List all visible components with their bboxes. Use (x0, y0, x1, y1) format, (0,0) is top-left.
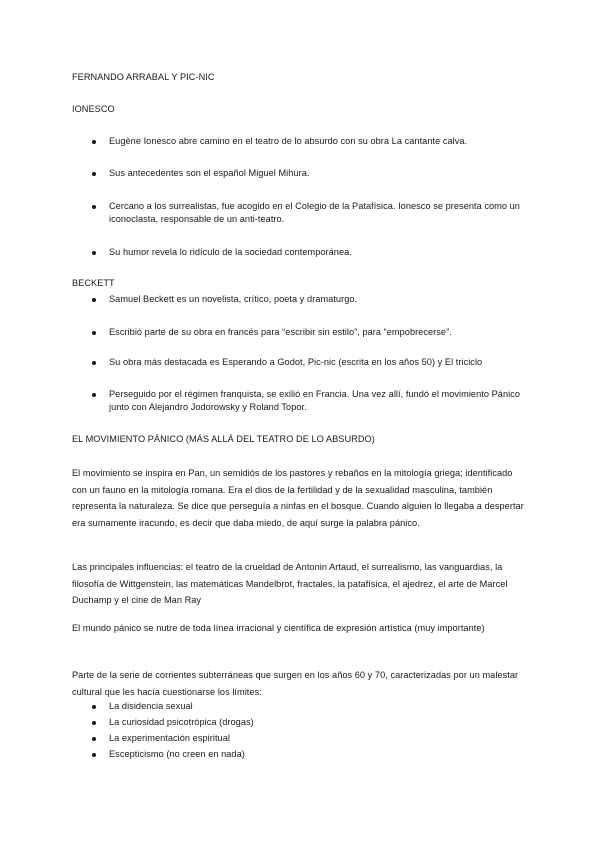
panico-paragraph-1: El movimiento se inspira en Pan, un semidiós de los pastores y rebaños en la mitología griega; identificado con un fauno en la mitología romana. Era el dios de la fertilidad y de la sexualidad masculina, también representa la naturaleza. Se dice que perseguía a ninfas en el bosque. Cuando alguien lo llegaba a despertar era sumamente iracundo, es decir que daba miedo, de aquí surge la palabra pánico. (72, 468, 524, 528)
bullet-icon (92, 298, 96, 302)
bullet-icon (92, 753, 96, 757)
bullet-icon (92, 140, 96, 144)
ionesco-item-1: Eugène Ionesco abre camino en el teatro de lo absurdo con su obra La cantante calva. (109, 136, 468, 146)
bullet-icon (92, 737, 96, 741)
ionesco-item-4: Su humor revela lo ridículo de la sociedad contemporánea. (109, 247, 352, 257)
section-heading-panico: EL MOVIMIENTO PÁNICO (MÁS ALLÁ DEL TEATRO DE LO ABSURDO) (72, 434, 375, 444)
beckett-item-1: Samuel Beckett es un novelista, crítico, poeta y dramaturgo. (109, 294, 358, 304)
bullet-icon (92, 251, 96, 255)
bullet-icon (92, 205, 96, 209)
panico-paragraph-3: El mundo pánico se nutre de toda línea irracional y científica de expresión artística (muy importante) (72, 623, 485, 633)
beckett-item-3: Su obra más destacada es Esperando a Godot, Pic-nic (escrita en los años 50) y El triciclo (109, 357, 483, 367)
bullet-icon (92, 705, 96, 709)
panico-item-4: Escepticismo (no creen en nada) (109, 749, 245, 759)
bullet-icon (92, 393, 96, 397)
bullet-icon (92, 172, 96, 176)
panico-item-1: La disidencia sexual (109, 701, 193, 711)
panico-paragraph-2: Las principales influencias: el teatro de la crueldad de Antonin Artaud, el surrealismo, las vanguardias, la filosofía de Wittgenstein, las matemáticas Mandelbrot, fractales, la patafísica, el ajedrez, el arte de Marcel Duchamp y el cine de Man Ray (72, 562, 508, 605)
bullet-icon (92, 361, 96, 365)
document-title: FERNANDO ARRABAL Y PIC-NIC (72, 72, 215, 82)
section-heading-beckett: BECKETT (72, 278, 115, 288)
bullet-icon (92, 721, 96, 725)
section-heading-ionesco: IONESCO (72, 104, 115, 114)
panico-paragraph-4: Parte de la serie de corrientes subterráneas que surgen en los años 60 y 70, caracterizadas por un malestar cultural que les hacía cuestionarse los límites: (72, 670, 519, 697)
bullet-icon (92, 331, 96, 335)
ionesco-item-2: Sus antecedentes son el español Miguel Mihura. (109, 168, 310, 178)
panico-item-2: La curiosidad psicotrópica (drogas) (109, 717, 254, 727)
ionesco-item-3: Cercano a los surrealistas, fue acogido en el Colegio de la Patafísica. Ionesco se presenta como un iconoclasta, responsable de un anti-teatro. (109, 201, 520, 224)
beckett-item-2: Escribió parte de su obra en francés para “escribir sin estilo”, para “empobrecerse”. (109, 327, 452, 337)
panico-item-3: La experimentación espiritual (109, 733, 230, 743)
beckett-item-4: Perseguido por el régimen franquista, se exilió en Francia. Una vez allí, fundó el movimiento Pánico junto con Alejandro Jodorowsky y Roland Topor. (109, 389, 520, 412)
